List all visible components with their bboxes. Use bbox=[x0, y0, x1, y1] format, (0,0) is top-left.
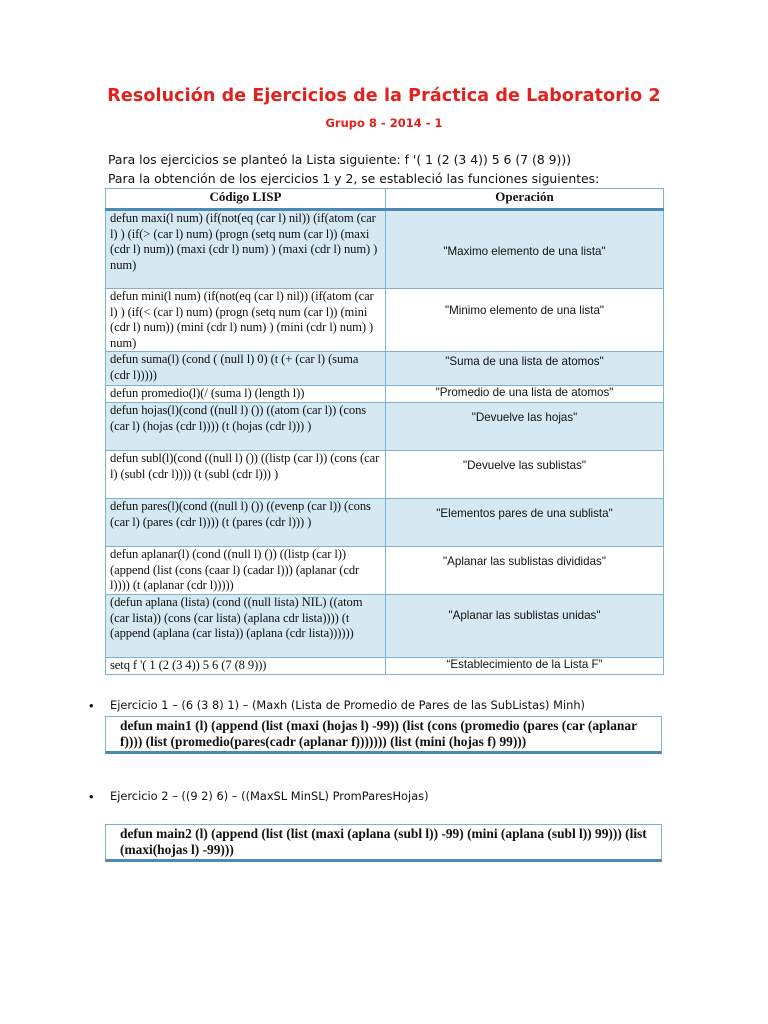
ejercicio-2-code: defun main2 (l) (append (list (list (maxi (aplana (subl l)) -99) (mini (aplana (subl l)) 99))) (list (maxi(hojas l) -99))) bbox=[105, 824, 662, 862]
operation-cell: "Devuelve las sublistas" bbox=[386, 450, 664, 498]
table-row bbox=[106, 498, 664, 546]
code-cell: (defun aplana (lista) (cond ((null lista) NIL) ((atom (car lista)) (cons (car lista) (aplana cdr lista)))) (t (append (aplana (car lista)) (aplana (cdr lista)))))) bbox=[106, 594, 386, 657]
ejercicio-1-code: defun main1 (l) (append (list (maxi (hojas l) -99)) (list (cons (promedio (pares (car (aplanar f)))) (list (promedio(pares(cadr (aplanar f))))))) (list (mini (hojas f) 99))) bbox=[105, 716, 662, 754]
code-cell: defun hojas(l)(cond ((null l) ()) ((atom (car l)) (cons (car l) (hojas (cdr l)))) (t (hojas (cdr l))) ) bbox=[106, 402, 386, 450]
table-row bbox=[106, 546, 664, 594]
operation-cell: "Maximo elemento de una lista" bbox=[386, 210, 664, 289]
code-cell: setq f '( 1 (2 (3 4)) 5 6 (7 (8 9))) bbox=[106, 657, 386, 674]
code-cell: defun promedio(l)(/ (suma l) (length l)) bbox=[106, 386, 386, 403]
table-row bbox=[106, 210, 664, 289]
page-subtitle: Grupo 8 - 2014 - 1 bbox=[325, 116, 443, 130]
page-title: Resolución de Ejercicios de la Práctica de Laboratorio 2 bbox=[107, 86, 661, 106]
operation-cell: "Elementos pares de una sublista" bbox=[386, 498, 664, 546]
table-row bbox=[106, 594, 664, 657]
table-row bbox=[106, 402, 664, 450]
bullet-icon: • bbox=[89, 789, 94, 804]
lisp-functions-table bbox=[105, 188, 664, 675]
table-row bbox=[106, 657, 664, 674]
code-cell: defun subl(l)(cond ((null l) ()) ((listp (car l)) (cons (car l) (subl (cdr l)))) (t (subl (cdr l))) ) bbox=[106, 450, 386, 498]
code-cell: defun pares(l)(cond ((null l) ()) ((evenp (car l)) (cons (car l) (pares (cdr l)))) (t (pares (cdr l))) ) bbox=[106, 498, 386, 546]
code-cell: defun aplanar(l) (cond ((null l) ()) ((listp (car l)) (append (list (cons (caar l) (cadar l))) (aplanar (cdr l)))) (t (aplanar (cdr l))))) bbox=[106, 546, 386, 594]
header-codigo-lisp: Código LISP bbox=[106, 189, 386, 210]
ejercicio-1-label: Ejercicio 1 – (6 (3 8) 1) – (Maxh (Lista de Promedio de Pares de las SubListas) Minh) bbox=[110, 698, 585, 712]
operation-cell: "Devuelve las hojas" bbox=[386, 402, 664, 450]
operation-cell: "Aplanar las sublistas unidas" bbox=[386, 594, 664, 657]
intro-functions-statement: Para la obtención de los ejercicios 1 y 2, se estableció las funciones siguientes: bbox=[108, 171, 600, 186]
bullet-icon: • bbox=[89, 698, 94, 713]
code-cell: defun mini(l num) (if(not(eq (car l) nil)) (if(atom (car l) ) (if(< (car l) num) (progn (setq num (car l)) (mini (cdr l) num)) (mini (cdr l) num) ) (mini (cdr l) num) ) num) bbox=[106, 289, 386, 352]
operation-cell: "Suma de una lista de atomos" bbox=[386, 352, 664, 386]
operation-cell: “Establecimiento de la Lista F” bbox=[386, 657, 664, 674]
operation-cell: "Minimo elemento de una lista" bbox=[386, 289, 664, 352]
header-operacion: Operación bbox=[386, 189, 664, 210]
intro-list-statement: Para los ejercicios se planteó la Lista siguiente: f '( 1 (2 (3 4)) 5 6 (7 (8 9))) bbox=[108, 152, 572, 167]
operation-cell: "Promedio de una lista de atomos" bbox=[386, 386, 664, 403]
table-row bbox=[106, 386, 664, 403]
ejercicio-2-label: Ejercicio 2 – ((9 2) 6) – ((MaxSL MinSL) PromParesHojas) bbox=[110, 789, 429, 803]
table-row bbox=[106, 352, 664, 386]
table-row bbox=[106, 450, 664, 498]
table-header-row bbox=[106, 189, 664, 210]
table-row bbox=[106, 289, 664, 352]
code-cell: defun maxi(l num) (if(not(eq (car l) nil)) (if(atom (car l) ) (if(> (car l) num) (progn (setq num (car l)) (maxi (cdr l) num)) (maxi (cdr l) num) ) (maxi (cdr l) num) ) num) bbox=[106, 210, 386, 289]
operation-cell: "Aplanar las sublistas divididas" bbox=[386, 546, 664, 594]
code-cell: defun suma(l) (cond ( (null l) 0) (t (+ (car l) (suma (cdr l))))) bbox=[106, 352, 386, 386]
